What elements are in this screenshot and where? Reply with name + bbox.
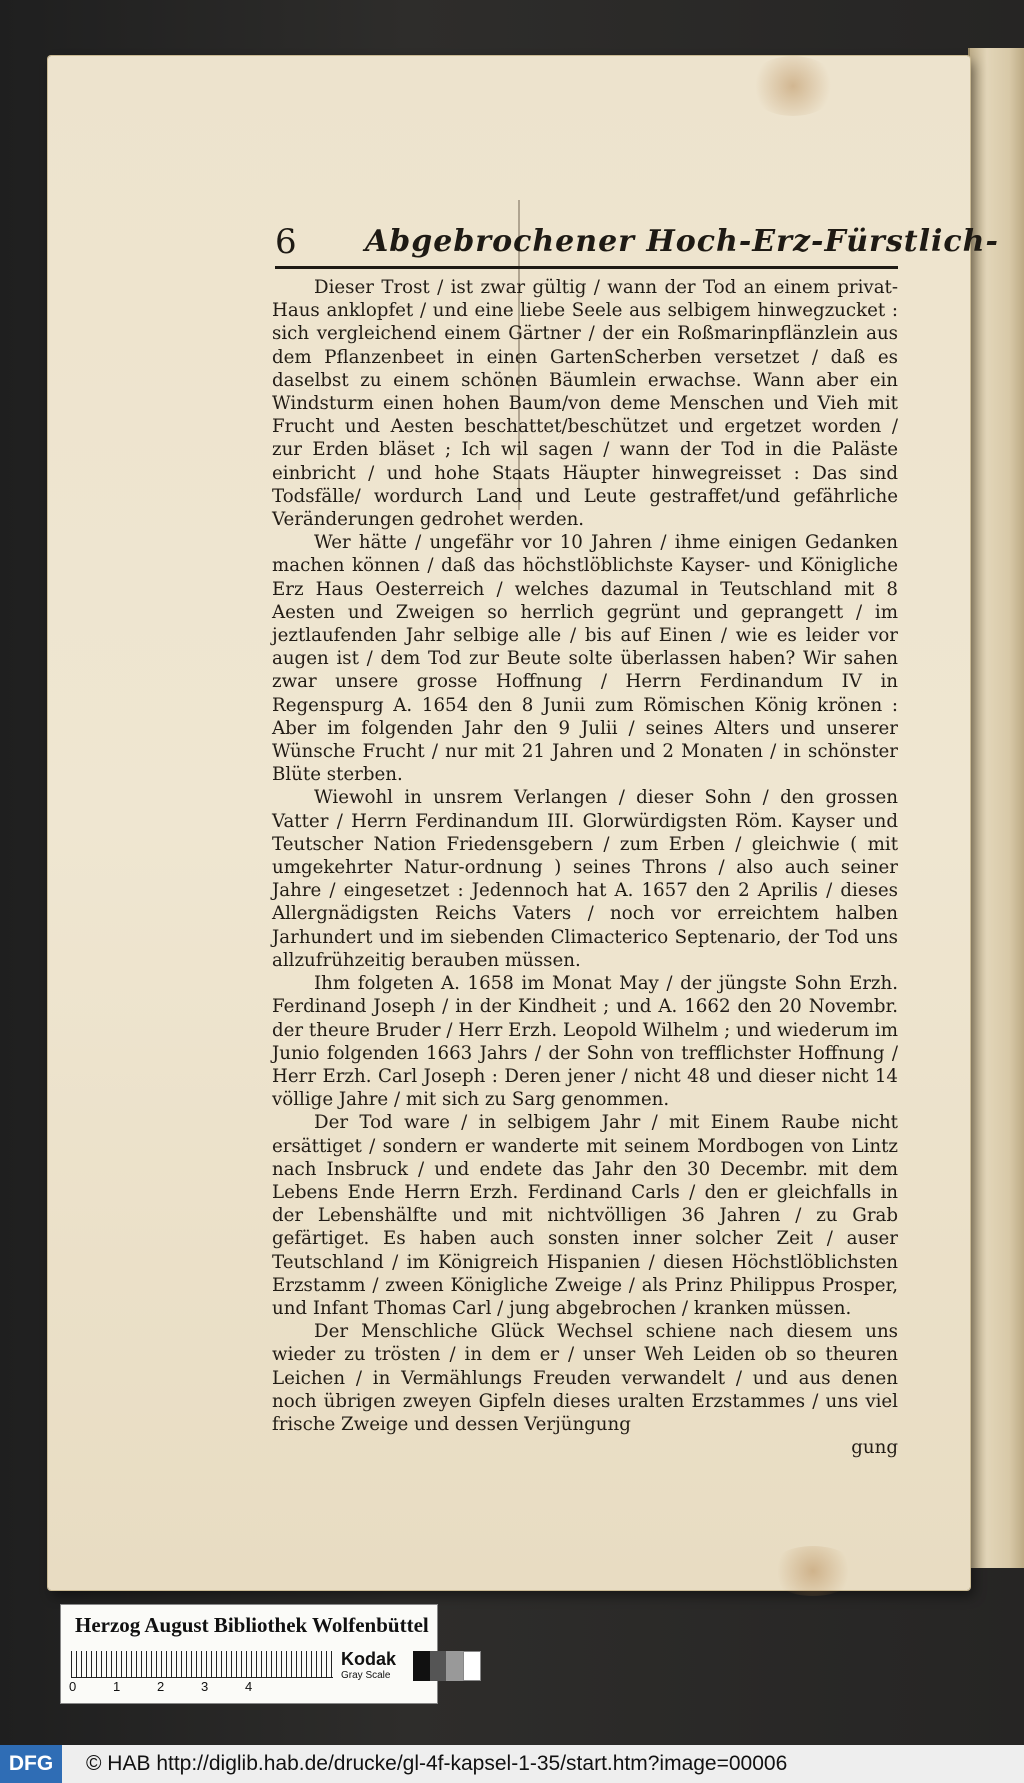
gray-patch (430, 1651, 447, 1681)
paper-stain (748, 56, 838, 116)
gray-patch (413, 1651, 430, 1681)
catchword: gung (851, 1437, 898, 1459)
page-header (275, 222, 999, 269)
kodak-label (341, 1649, 396, 1681)
ruler-number: 0 (69, 1679, 77, 1694)
copyright-link[interactable]: © HAB http://diglib.hab.de/drucke/gl-4f-kapsel-1-35/start.htm?image=00006 (86, 1752, 788, 1775)
footer-bar (0, 1745, 1024, 1783)
page-number: 6 (275, 222, 297, 262)
library-color-card (60, 1604, 438, 1704)
kodak-brand: Kodak (341, 1649, 397, 1669)
paragraph: Ihm folgeten A. 1658 im Monat May / der jüngste Sohn Erzh. Ferdinand Joseph / in der Kindheit ; und A. 1662 den 20 Novembr. der theure Bruder / Herr Erzh. Leopold Wilhelm ; und wiederum im Junio folgenden 1663 Jahrs / der Sohn von trefflichster Hoffnung / Herr Erzh. Carl Joseph : Deren jener / nicht 48 und dieser nicht 14 völlige Jahre / mit sich zu Sarg genommen. (272, 973, 898, 1111)
paragraph: Wiewohl in unsrem Verlangen / dieser Sohn / den grossen Vatter / Herrn Ferdinandum III. Glorwürdigsten Röm. Kayser und Teutscher Nation Friedensgebern / zum Erben / gleichwie ( mit umgekehrter Natur-ordnung ) seines Throns / also auch seiner Jahre / eingesetzet : Jedennoch hat A. 1657 den 2 Aprilis / dieses Allergnädigsten Reichs Vaters / noch vor erreichtem halben Jarhundert und im siebenden Climacterico Septenario, der Tod uns allzufrühzeitig berauben müssen. (272, 787, 898, 971)
paragraph: Der Tod ware / in selbigem Jahr / mit Einem Raube nicht ersättiget / sondern er wanderte mit seinem Mordbogen von Lintz nach Insbruck / und endete das Jahr den 30 Decembr. mit dem Lebens Ende Herrn Erzh. Ferdinand Carls / den er gleichfalls in der Lebenshälfte und mit nichtvölligen 36 Jahren / zu Grab gefärtiget. Es haben auch sonsten inner solcher Zeit / auser Teutschland / im Königreich Hispanien / diesen Höchstlöblichsten Erzstamm / zween Königliche Zweige / als Prinz Philippus Prosper, und Infant Thomas Carl / jung abgebrochen / kranken müssen. (272, 1112, 898, 1319)
kodak-subtitle: Gray Scale (341, 1670, 391, 1681)
gray-patch (446, 1651, 463, 1681)
paragraph: Der Menschliche Glück Wechsel schiene nach diesem uns wieder zu trösten / in dem er / unser Weh Leiden ob so theuren Leichen / in Vermählungs Freuden verwandelt / und aus denen noch übrigen zweyen Gipfeln dieses uralten Erzstammes / uns viel frische Zweige und dessen Verjüngung (272, 1321, 898, 1435)
ruler-number: 1 (113, 1679, 121, 1694)
ruler-scale (71, 1651, 333, 1678)
ruler-numbers (69, 1679, 289, 1694)
ruler-number: 2 (157, 1679, 165, 1694)
paragraph: Dieser Trost / ist zwar gültig / wann der Tod an einem privat-Haus anklopfet / und eine liebe Seele aus selbigem hinwegzucket : sich vergleichend einem Gärtner / der ein Roßmarinpflänzlein aus dem Pflanzenbeet in einen GartenScherben versetzet / daß es daselbst zu einem schönen Bäumlein erwachse. Wann aber ein Windsturm einen hohen Baum/von deme Menschen und Vieh mit Frucht und Aesten beschattet/beschützet und ergetzet worden / zur Erden bläset ; Ich wil sagen / wann der Tod in die Paläste einbricht / und hohe Staats Häupter hinwegreisset : Das sind Todsfälle/ wordurch Land und Leute gestraffet/und gefährliche Veränderungen gedrohet werden. (272, 277, 898, 531)
ruler-number: 4 (245, 1679, 253, 1694)
running-title: Abgebrochener Hoch-Erz-Fürstlich- (365, 224, 999, 259)
gray-patch (463, 1651, 482, 1681)
paper-stain (768, 1546, 858, 1596)
library-name: Herzog August Bibliothek Wolfenbüttel (75, 1613, 429, 1637)
gray-scale-patches (413, 1651, 481, 1681)
dfg-logo[interactable]: DFG (0, 1745, 62, 1783)
next-page-edge (968, 48, 1024, 1568)
paragraph: Wer hätte / ungefähr vor 10 Jahren / ihme einigen Gedanken machen können / daß das höchstlöblichste Kayser- und Königliche Erz Haus Oesterreich / welches dazumal in Teutschland mit 8 Aesten und Zweigen so herrlich gegrünt und geprangett / im jeztlaufenden Jahr selbige alle / bis auf Einen / wie es leider vor augen ist / dem Tod zur Beute solte überlassen haben? Wir sahen zwar unsere grosse Hoffnung / Herrn Ferdinandum IV in Regenspurg A. 1654 den 8 Junii zum Römischen König krönen : Aber im folgenden Jahr den 9 Julii / seines Alters und unserer Wünsche Frucht / nur mit 21 Jahren und 2 Monaten / in schönster Blüte sterben. (272, 532, 898, 786)
ruler-number: 3 (201, 1679, 209, 1694)
body-text (272, 276, 898, 1459)
